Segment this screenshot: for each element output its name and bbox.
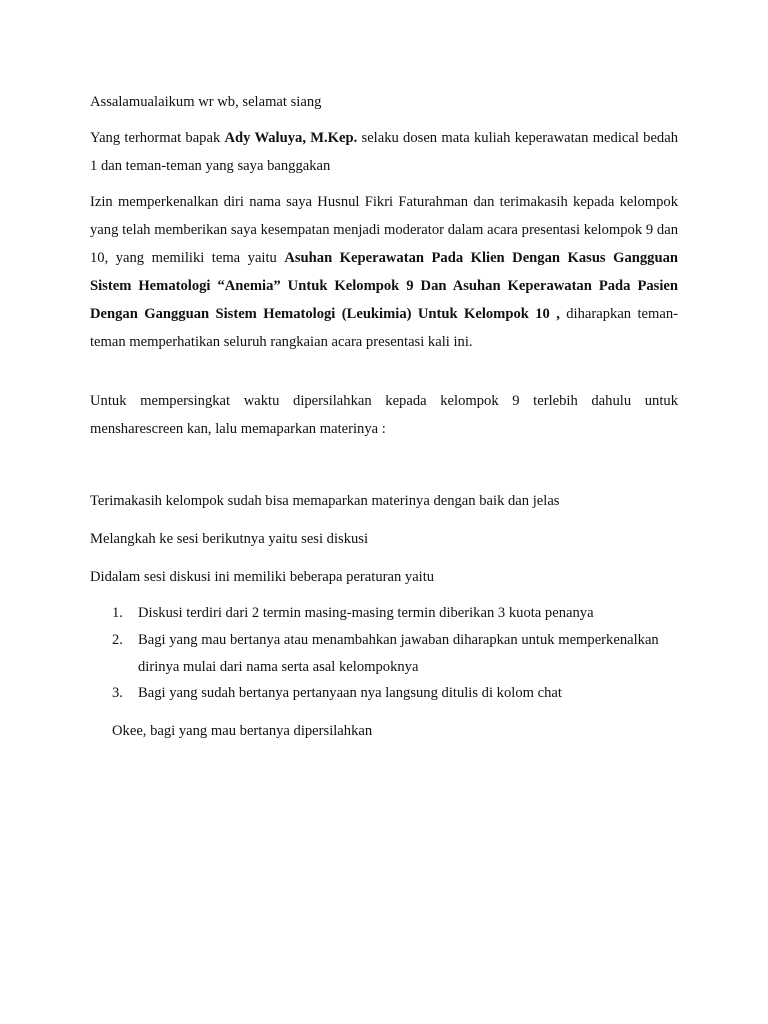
next-session-paragraph: Melangkah ke sesi berikutnya yaitu sesi diskusi [90,531,369,547]
intro-text: Izin memperkenalkan diri nama saya Husnul Fikri Faturahman dan terimakasih kepada kelompok yang telah memberikan saya kesempatan menjadi moderator dalam acara presentasi kelompok 9 dan 10, yang memiliki tema yaitu [90,194,678,266]
shorten-time-paragraph: Untuk mempersingkat waktu dipersilahkan kepada kelompok 9 terlebih dahulu untuk mensharescreen kan, lalu memaparkan materinya : [90,393,678,437]
rule-item-1 [112,600,678,627]
closing-paragraph: Okee, bagi yang mau bertanya dipersilahkan [112,723,373,739]
rule-number: 3. [112,685,123,701]
lecturer-name: Ady Waluya, M.Kep. [224,130,358,146]
rule-item-3 [112,680,678,707]
rule-text: Diskusi terdiri dari 2 termin masing-masing termin diberikan 3 kuota penanya [138,605,594,621]
rule-text: Bagi yang sudah bertanya pertanyaan nya langsung ditulis di kolom chat [138,685,562,701]
rules-intro-paragraph: Didalam sesi diskusi ini memiliki beberapa peraturan yaitu [90,569,435,585]
rule-item-2 [112,627,678,681]
presentation-theme: Asuhan Keperawatan Pada Klien Dengan Kasus Gangguan Sistem Hematologi “Anemia” Untuk Kelompok 9 Dan Asuhan Keperawatan Pada Pasien Dengan Gangguan Sistem Hematologi (Leukimia) Untuk Kelompok 10 , [90,250,678,322]
rule-number: 2. [112,632,123,648]
rule-text: Bagi yang mau bertanya atau menambahkan jawaban diharapkan untuk memperkenalkan dirinya mulai dari nama serta asal kelompoknya [138,632,659,675]
thanks-paragraph: Terimakasih kelompok sudah bisa memaparkan materinya dengan baik dan jelas [90,493,560,509]
rule-number: 1. [112,605,123,621]
address-prefix: Yang terhormat bapak [90,130,225,146]
greeting-paragraph: Assalamualaikum wr wb, selamat siang [90,94,322,110]
address-suffix: selaku dosen mata kuliah keperawatan medical bedah 1 dan teman-teman yang saya banggakan [90,130,678,174]
intro-closing: diharapkan teman-teman memperhatikan seluruh rangkaian acara presentasi kali ini. [90,306,678,350]
intro-paragraph [90,188,678,356]
address-paragraph [90,124,678,180]
